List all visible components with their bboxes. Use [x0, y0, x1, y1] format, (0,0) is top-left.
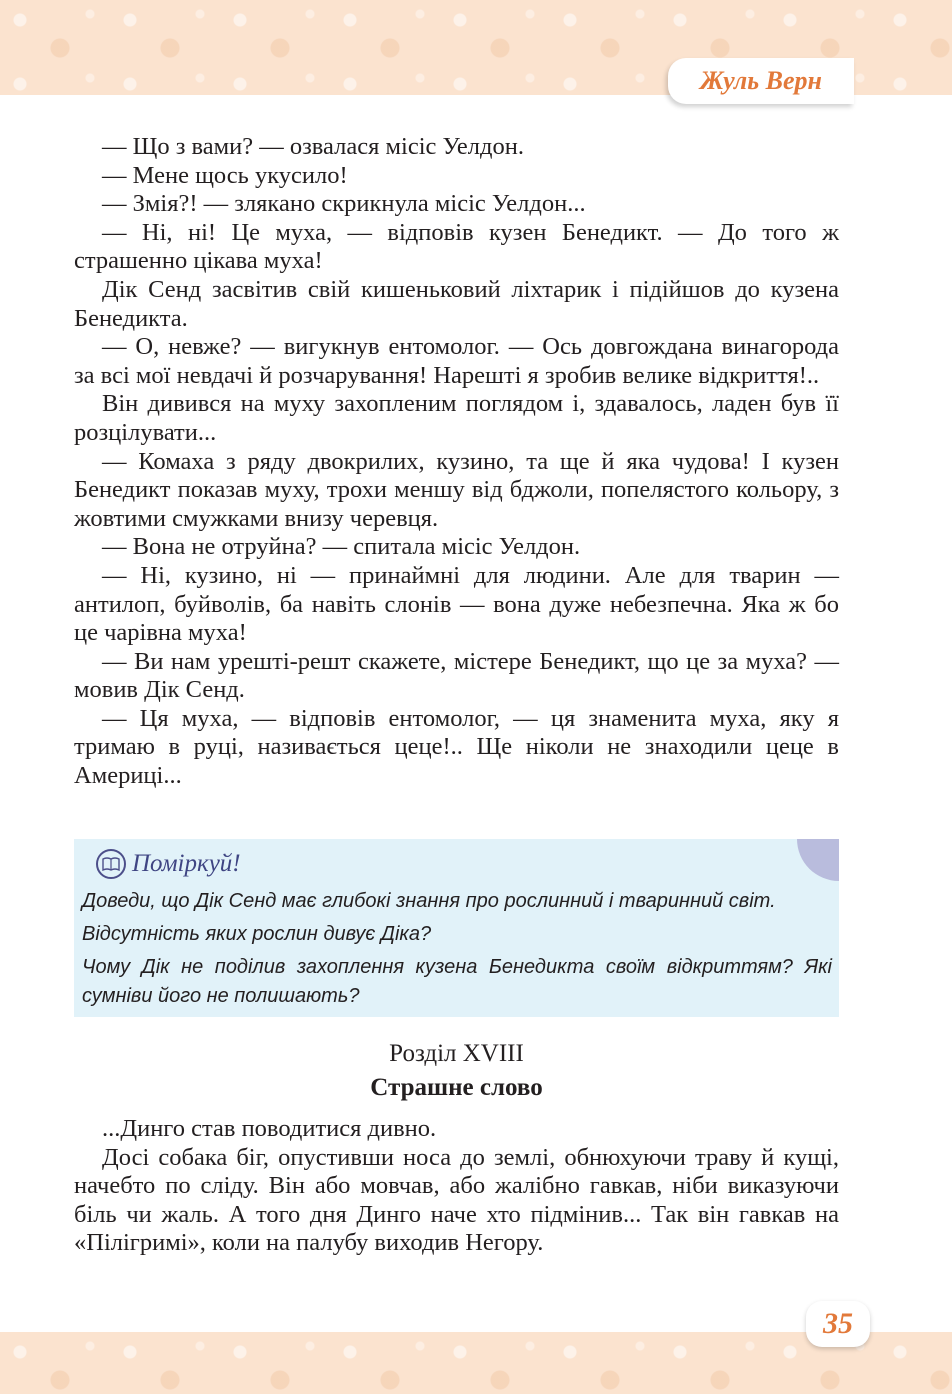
think-box-header	[96, 849, 241, 879]
paragraph: — Ця муха, — відповів ентомолог, — ця знаменита муха, яку я тримаю в руці, називається цеце!.. Ще ніколи не знаходили цеце в Америці...	[74, 704, 839, 790]
paragraph: Досі собака біг, опустивши носа до землі, обнюхуючи траву й кущі, начебто по сліду. Він або мовчав, або жалібно гавкав, ніби виказуючи біль чи жаль. А того дня Динго наче хто підмінив... Так він гавкав на «Пілігримі», коли на палубу виходив Негору.	[74, 1143, 839, 1257]
chapter-number: Розділ XVIII	[389, 1040, 524, 1067]
paragraph: — Ні, кузино, ні — принаймні для людини. Але для тварин — антилоп, буйволів, ба навіть слонів — вона дуже небезпечна. Яка ж бо це чарівна муха!	[74, 561, 839, 647]
question-list	[74, 887, 832, 1015]
paragraph: Він дивився на муху захопленим поглядом і, здавалось, ладен був її розцілувати...	[74, 390, 839, 446]
chapter-text	[74, 1115, 839, 1258]
paragraph: — Вона не отруйна? — спитала місіс Уелдон.	[102, 533, 581, 561]
chapter-title: Страшне слово	[370, 1074, 543, 1101]
paragraph: — Ні, ні! Це муха, — відповів кузен Бенедикт. — До того ж страшенно цікава муха!	[74, 218, 839, 275]
question-text: Чому Дік не поділив захоплення кузена Бенедикта своїм відкриттям? Які сумніви його не полишають?	[82, 956, 832, 1007]
page-number: 35	[823, 1307, 853, 1340]
think-box-title: Поміркуй!	[132, 850, 241, 877]
question-item	[74, 887, 832, 916]
page-number-badge	[806, 1301, 870, 1347]
paragraph: — Мене щось укусило!	[102, 161, 348, 189]
question-item	[74, 953, 832, 1011]
author-name: Жуль Верн	[700, 66, 822, 95]
paragraph: ...Динго став поводитися дивно.	[102, 1115, 437, 1142]
question-text: Відсутність яких рослин дивує Діка?	[82, 923, 432, 945]
paragraph: — Комаха з ряду двокрилих, кузино, та ще й яка чудова! І кузен Бенедикт показав муху, трохи меншу від бджоли, попелястого кольору, з жовтими смужками внизу черевця.	[74, 447, 839, 532]
question-text: Доведи, що Дік Сенд має глибокі знання про рослинний і тваринний світ.	[82, 890, 776, 912]
author-tab	[668, 58, 854, 104]
dialogue-text	[74, 133, 839, 791]
question-item	[74, 920, 832, 949]
think-box	[74, 839, 839, 1017]
paragraph: — Змія?! — злякано скрикнула місіс Уелдон...	[102, 190, 586, 218]
paragraph: Дік Сенд засвітив свій кишеньковий ліхтарик і підійшов до кузена Бенедикта.	[74, 275, 839, 332]
paragraph: — Що з вами? — озвалася місіс Уелдон.	[102, 133, 524, 160]
box-corner-decoration	[797, 839, 839, 881]
book-icon	[96, 849, 126, 879]
paragraph: — Ви нам урешті-решт скажете, містере Бенедикт, що це за муха? — мовив Дік Сенд.	[74, 647, 839, 704]
paragraph: — О, невже? — вигукнув ентомолог. — Ось довгождана винагорода за всі мої невдачі й розчарування! Нарешті я зробив велике відкриття!..	[74, 333, 839, 389]
